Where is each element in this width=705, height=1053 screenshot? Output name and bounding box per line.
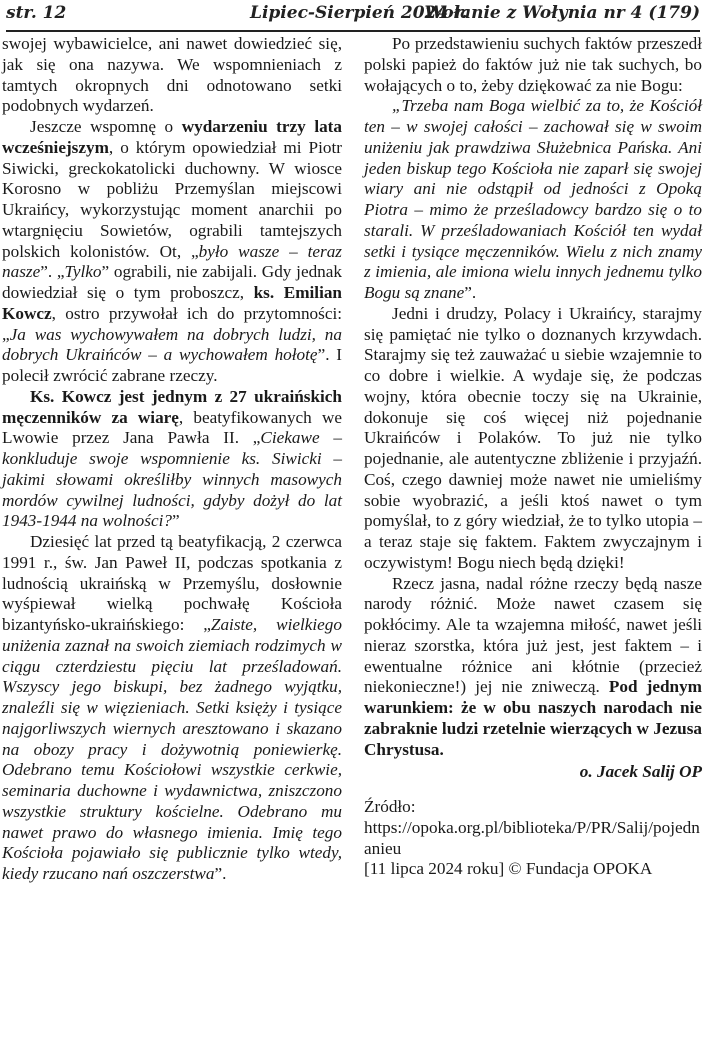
source-date: [11 lipca 2024 roku] © Fundacja OPOKA (364, 859, 653, 879)
paragraph: Ks. Kowcz jest jednym z 27 ukraińskich męczenników za wiarę, beatyfikowanych we Lwowie przez Jana Pawła II. „Ciekawe – konkluduje swoje wspomnienie ks. Siwicki – jakimi słowami określiłby winnych masowych mordów cywilnej ludności, gdyby dożył do lat 1943-1944 na wolności?” (2, 386, 342, 531)
magazine-issue: Wołanie z Wołynia nr 4 (179) (424, 3, 700, 23)
source-label: Źródło: (364, 797, 416, 816)
right-column (364, 34, 702, 880)
issue-date: Lipiec-Sierpień 2024 r. (250, 3, 468, 23)
source-block (364, 797, 702, 880)
page-number: str. 12 (6, 3, 67, 23)
page-header (6, 0, 700, 30)
paragraph: Po przedstawieniu suchych faktów przeszedł polski papież do faktów już nie tak suchych, bo wołających o to, żeby dziękować za nie Bogu: (364, 34, 702, 95)
paragraph: Jedni i drudzy, Polacy i Ukraińcy, starajmy się pamiętać nie tylko o doznanych krzywdach. Starajmy się też zauważać u siebie wzajemnie to co dobre i wielkie. A wydaje się, że podczas wojny, która obecnie toczy się na Ukrainie, dokonuje się coś więcej niż pojednanie Ukraińców i Polaków. To już nie tylko pojednanie, ale autentyczne zbliżenie i przyjaźń. Coś, czego dawniej może nawet nie umieliśmy sobie wyobrazić, a jeśli ktoś nawet o tym pomyślał, to z góry wiedział, że to tylko utopia – a teraz staje się faktem. Faktem zwyczajnym i oczywistym! Bogu niech będą dzięki! (364, 303, 702, 572)
author-signature: o. Jacek Salij OP (579, 762, 702, 782)
paragraph: swojej wybawicielce, ani nawet dowiedzieć się, jak się ona nazywa. We wspomnieniach z tamtych okropnych dni odnotowano setki podobnych wydarzeń. (2, 34, 342, 116)
header-rule (6, 30, 700, 32)
paragraph: Rzecz jasna, nadal różne rzeczy będą nasze narody różnić. Może nawet czasem się pokłócimy. Ale ta wzajemna miłość, nawet jeśli nieraz szorstka, która już jest, jest faktem – i ewentualne różnice ani kłótnie (przecież niekonieczne!) jej nie zniweczą. Pod jednym warunkiem: że w obu naszych narodach nie zabraknie ludzi rzetelnie wierzących w Jezusa Chrystusa. (364, 573, 702, 759)
paragraph: Jeszcze wspomnę o wydarzeniu trzy lata wcześniejszym, o którym opowiedział mi Piotr Siwicki, greckokatolicki duchowny. W wiosce Korosno w pobliżu Przemyślan miejscowi Ukraińcy, wykorzystując moment anarchii po wtargnięciu Sowietów, ograbili tamtejszych polskich kolonistów. Ot, „było wasze – teraz nasze”. „Tylko” ograbili, nie zabijali. Gdy jednak dowiedział się o tym proboszcz, ks. Emilian Kowcz, ostro przywołał ich do przytomności: „Ja was wychowywałem na dobrych ludzi, na dobrych Ukraińców – a wychowałem hołotę”. I polecił zwrócić zabrane rzeczy. (2, 117, 343, 385)
quote-paragraph: „Trzeba nam Boga wielbić za to, że Kościół ten – w swojej całości – zachował się w swoim uniżeniu jak prawdziwa Służebnica Pańska. Ani jeden biskup tego Kościoła nie zaparł się swojej wiary ani nie odstąpił od jedności z Opoką Piotra – mimo że prześladowcy bardzo się o to starali. W prześladowaniach Kościół ten wydał setki i tysiące męczenników. Wielu z nich znamy z imienia, ale imiona wielu innych jednemu tylko Bogu są znane”. (364, 96, 702, 302)
source-url[interactable]: https://opoka.org.pl/biblioteka/P/PR/Salij/pojednanieu (364, 817, 700, 858)
paragraph: Dziesięć lat przed tą beatyfikacją, 2 czerwca 1991 r., św. Jan Paweł II, podczas spotkania z ludnością ukraińską w Przemyślu, dosłownie wyśpiewał wielką pochwałę Kościoła bizantyńsko-ukraińskiego: „Zaiste, wielkiego uniżenia zaznał na swoich ziemiach rodzimych w ciągu czterdziestu pięciu lat prześladowań. Wszyscy jego biskupi, bez żadnego wyjątku, znaleźli się w więzieniach. Setki księży i tysiące najgorliwszych wiernych aresztowano i skazano na obozy pracy i dożywotnią poniewierkę. Odebrano temu Kościołowi wszystkie cerkwie, seminaria duchowne i wydawnictwa, zniszczono wszystkie struktury kościelne. Odebrano mu nawet prawo do własnego imienia. Imię tego Kościoła pojawiało się publicznie tylko wtedy, kiedy rzucano nań oszczerstwa”. (2, 532, 342, 883)
left-column (2, 34, 342, 885)
